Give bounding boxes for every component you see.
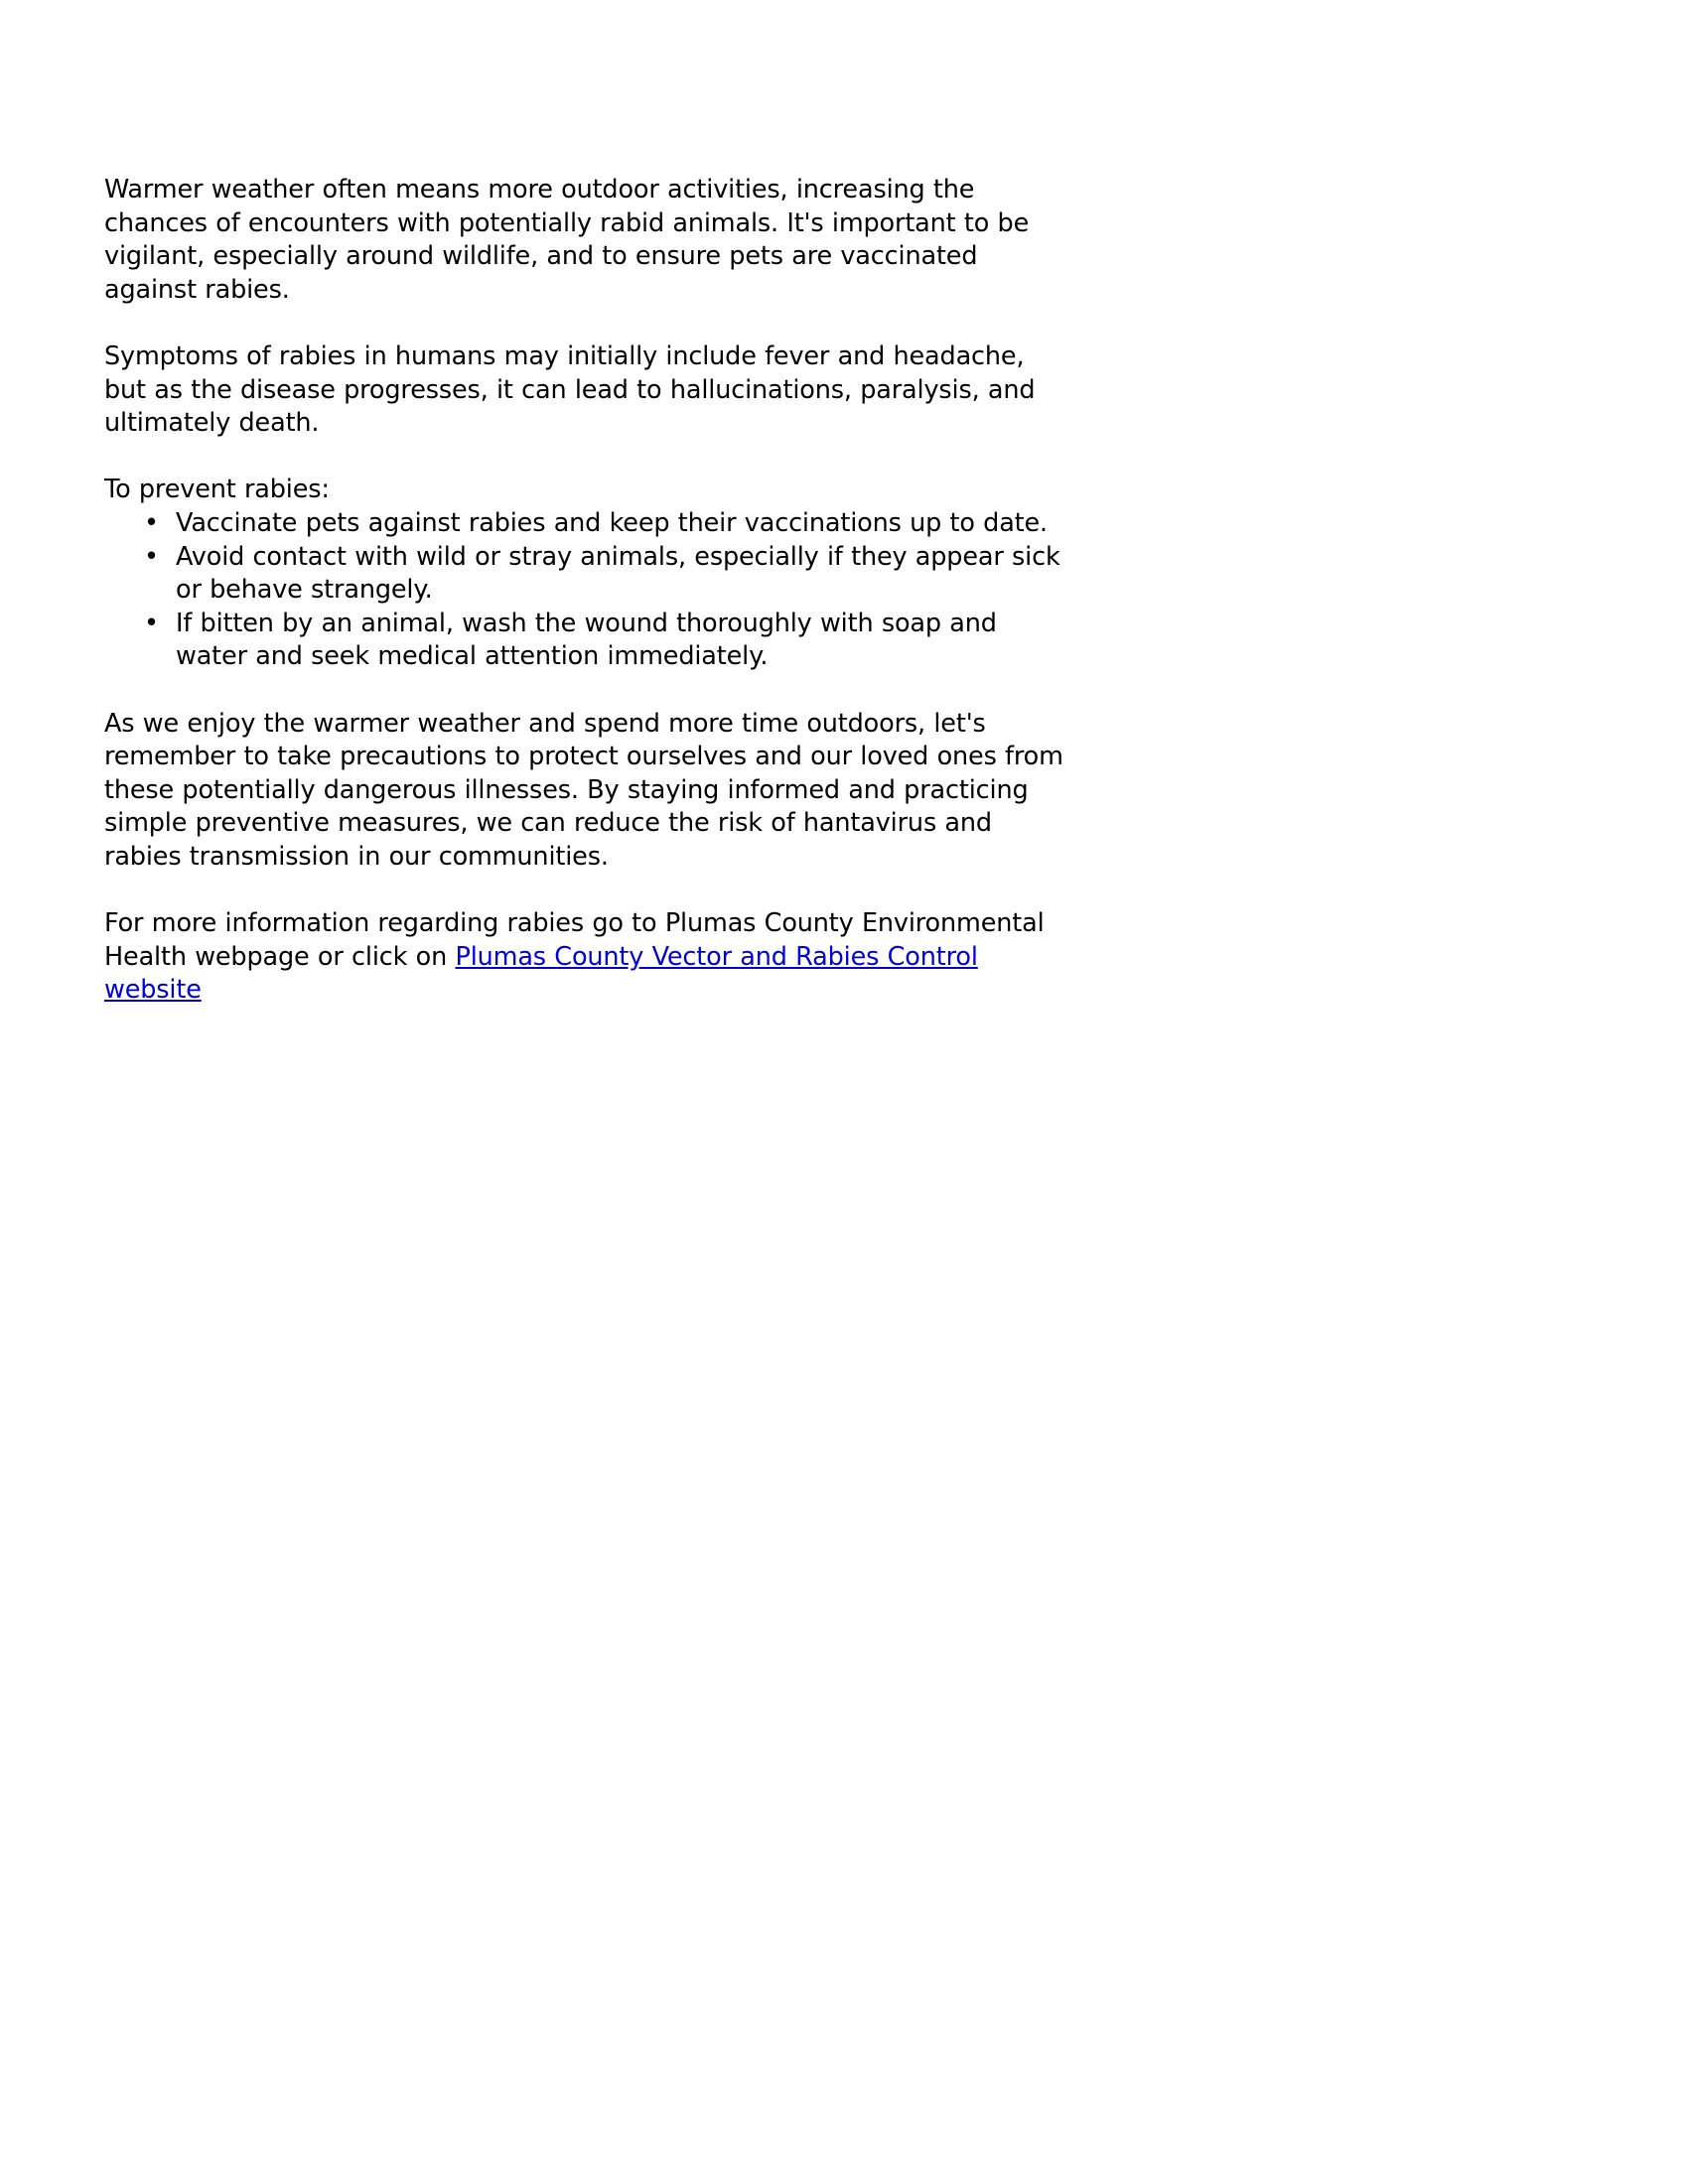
paragraph-symptoms: Symptoms of rabies in humans may initially include fever and headache, but as the disease progresses, it can lead to hallucinations, paralysis, and ultimately death. xyxy=(104,341,1036,439)
bullet-point-icon: • xyxy=(144,507,160,538)
list-item-label: Avoid contact with wild or stray animals, especially if they appear sick or behave strangely. xyxy=(176,541,1060,606)
list-item xyxy=(104,541,1072,608)
paragraph-closing-precautions: As we enjoy the warmer weather and spend more time outdoors, let's remember to take precautions to protect ourselves and our loved ones from these potentially dangerous illnesses. By staying informed and practicing simple preventive measures, we can reduce the risk of hantavirus and rabies transmission in our communities. xyxy=(104,708,1063,872)
document-body xyxy=(104,174,1072,1008)
list-item-label: If bitten by an animal, wash the wound thoroughly with soap and water and seek medical attention immediately. xyxy=(176,608,997,672)
list-item xyxy=(104,507,1072,541)
list-item-label: Vaccinate pets against rabies and keep their vaccinations up to date. xyxy=(176,507,1049,538)
list-item xyxy=(104,608,1072,674)
prevention-list xyxy=(104,507,1072,674)
more-info-lead-text: For more information regarding rabies go to Plumas County Environmental Health webpage or click on xyxy=(104,908,1045,972)
plumas-county-vector-rabies-control-link[interactable]: Plumas County Vector and Rabies Control website xyxy=(104,941,978,1006)
prevention-list-heading: To prevent rabies: xyxy=(104,475,330,505)
bullet-point-icon: • xyxy=(144,608,160,638)
paragraph-more-information xyxy=(104,907,1072,1008)
bullet-point-icon: • xyxy=(144,541,160,572)
paragraph-warmer-weather: Warmer weather often means more outdoor activities, increasing the chances of encounters with potentially rabid animals. It's important to be vigilant, especially around wildlife, and to ensure pets are vaccinated against rabies. xyxy=(104,175,1030,305)
